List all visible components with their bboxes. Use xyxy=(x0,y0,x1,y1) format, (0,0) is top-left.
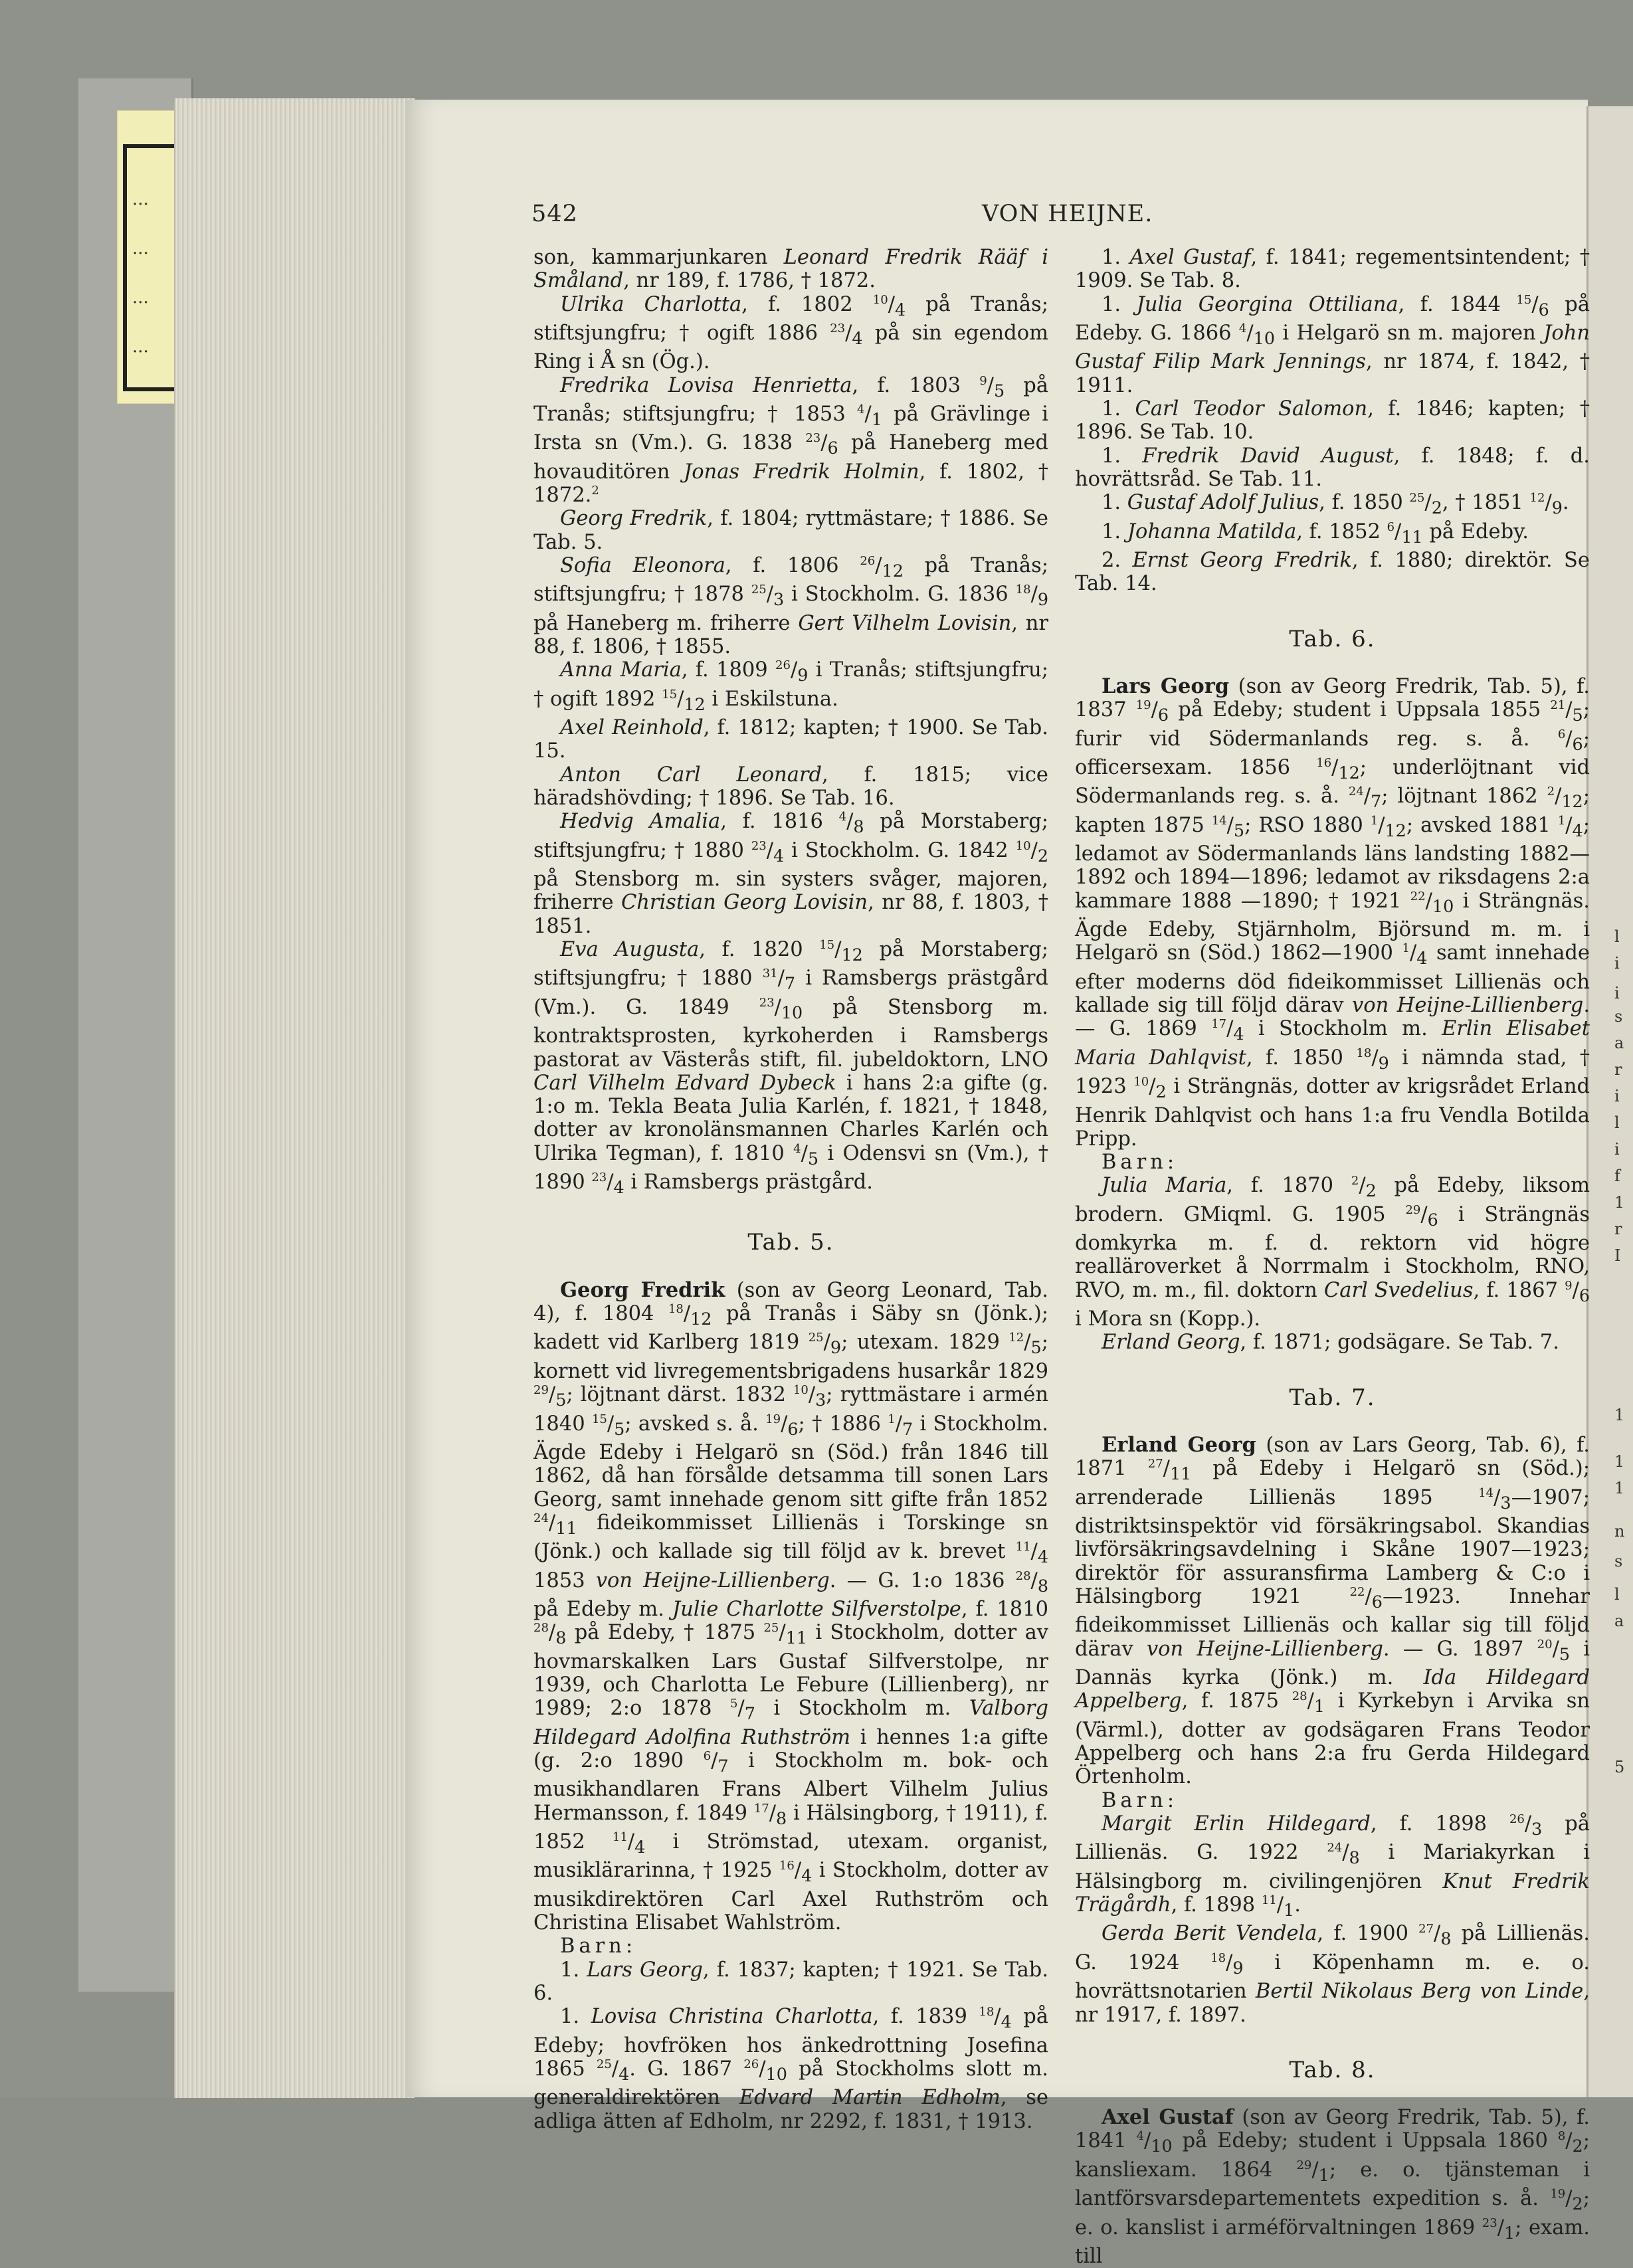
entry-paragraph: 1. Axel Gustaf, f. 1841; regementsintendent; † 1909. Se Tab. 8. xyxy=(1075,246,1590,293)
section-heading: Tab. 8. xyxy=(1289,2056,1376,2083)
children-heading: Barn: xyxy=(1102,1151,1179,1175)
entry-paragraph: Julia Maria, f. 1870 $^2/_2$ på Edeby, liksom brodern. GMiqml. G. 1905 $^{29}/_6$ i Strängnäs domkyrka m. f. d. rektorn vid högre realläroverket å Norrmalm i Stockholm, RNO, RVO, m. m., fil. doktorn Carl Svedelius, f. 1867 $^9/_6$ i Mora sn (Kopp.). xyxy=(1075,1174,1590,1331)
facing-page-letter: 1 xyxy=(1614,1193,1625,1212)
entry-paragraph: Lars Georg (son av Georg Fredrik, Tab. 5), f. 1837 $^{19}/_6$ på Edeby; student i Uppsala 1855 $^{21}/_5$; furir vid Södermanlands reg. s. å. $^6/_6$; officersexam. 1856 $^{16}/_{12}$; underlöjtnant vid Södermanlands reg. s. å. $^{24}/_7$; löjtnant 1862 $^2/_{12}$; kapten 1875 $^{14}/_5$; RSO 1880 $^1/_{12}$; avsked 1881 $^1/_4$; ledamot av Södermanlands läns landsting 1882—1892 och 1894—1896; ledamot av riksdagens 2:a kammare 1888 —1890; † 1921 $^{22}/_{10}$ i Strängnäs. Ägde Edeby, Stjärnholm, Björsund m. m. i Helgarö sn (Söd.) 1862—1900 $^1/_4$ samt innehade efter moderns död fideikommisset Lillienäs och kallade sig till följd därav von Heijne-Lillienberg. — G. 1869 $^{17}/_4$ i Stockholm m. Erlin Elisabet Maria Dahlqvist, f. 1850 $^{18}/_9$ i nämnda stad, † 1923 $^{10}/_2$ i Strängnäs, dotter av krigsrådet Erland Henrik Dahlqvist och hans 1:a fru Vendla Botilda Pripp. xyxy=(1075,674,1590,1151)
entry-paragraph: Georg Fredrik, f. 1804; ryttmästare; † 1886. Se Tab. 5. xyxy=(533,507,1048,554)
facing-page-letter: n xyxy=(1614,1522,1625,1541)
facing-page-letter: i xyxy=(1614,1140,1620,1159)
section-heading: Tab. 7. xyxy=(1289,1384,1376,1411)
library-label-marks: ... ... ... ... xyxy=(132,189,149,357)
entry-paragraph: son, kammarjunkaren Leonard Fredrik Rääf i Småland, nr 189, f. 1786, † 1872. xyxy=(533,246,1049,293)
entry-paragraph: 1. Lars Georg, f. 1837; kapten; † 1921. Se Tab. 6. xyxy=(533,1958,1049,2006)
facing-page-letter: a xyxy=(1614,1034,1624,1052)
entry-paragraph: 1. Fredrik David August, f. 1848; f. d. hovrättsråd. Se Tab. 11. xyxy=(1075,444,1590,491)
entry-paragraph: Georg Fredrik (son av Georg Leonard, Tab. 4), f. 1804 $^{18}/_{12}$ på Tranås i Säby sn (Jönk.); kadett vid Karlberg 1819 $^{25}/_9$; utexam. 1829 $^{12}/_5$; kornett vid livregementsbrigadens husarkår 1829 $^{29}/_5$; löjtnant därst. 1832 $^{10}/_3$; ryttmästare i armén 1840 $^{15}/_5$; avsked s. å. $^{19}/_6$; † 1886 $^1/_7$ i Stockholm. Ägde Edeby i Helgarö sn (Söd.) från 1846 till 1862, då han försålde detsamma till sonen Lars Georg, samt innehade genom sitt gifte från 1852 $^{24}/_{11}$ fideikommisset Lillienäs i Torskinge sn (Jönk.) och kallade sig till följd av k. brevet $^{11}/_4$ 1853 von Heijne-Lillienberg. — G. 1:o 1836 $^{28}/_8$ på Edeby m. Julie Charlotte Silfverstolpe, f. 1810 $^{28}/_8$ på Edeby, † 1875 $^{25}/_{11}$ i Stockholm, dotter av hovmarskalken Lars Gustaf Silfverstolpe, nr 1939, och Charlotta Le Febure (Lillienberg), nr 1989; 2:o 1878 $^5/_7$ i Stockholm m. Valborg Hildegard Adolfina Ruthström i hennes 1:a gifte (g. 2:o 1890 $^6/_7$ i Stockholm m. bok- och musikhandlaren Frans Albert Vilhelm Julius Hermansson, f. 1849 $^{17}/_8$ i Hälsingborg, † 1911), f. 1852 $^{11}/_4$ i Strömstad, utexam. organist, musiklärarinna, † 1925 $^{16}/_4$ i Stockholm, dotter av musikdirektören Carl Axel Ruthström och Christina Elisabet Wahlström. xyxy=(533,1277,1049,1935)
facing-page-letter: r xyxy=(1614,1060,1622,1079)
facing-page-letter: l xyxy=(1614,1585,1620,1604)
entry-paragraph: Sofia Eleonora, f. 1806 $^{26}/_{12}$ på Tranås; stiftsjungfru; † 1878 $^{25}/_3$ i Stockholm. G. 1836 $^{18}/_9$ på Haneberg m. friherre Gert Vilhelm Lovisin, nr 88, f. 1806, † 1855. xyxy=(533,553,1049,659)
facing-page-letter: f xyxy=(1614,1167,1620,1185)
entry-paragraph: Erland Georg, f. 1871; godsägare. Se Tab. 7. xyxy=(1102,1331,1559,1355)
entry-paragraph: Anna Maria, f. 1809 $^{26}/_9$ i Tranås; stiftsjungfru; † ogift 1892 $^{15}/_{12}$ i Eskilstuna. xyxy=(533,658,1048,714)
facing-page-letter: r xyxy=(1614,1220,1622,1238)
entry-paragraph: Anton Carl Leonard, f. 1815; vice häradshövding; † 1896. Se Tab. 16. xyxy=(533,763,1048,810)
children-heading: Barn: xyxy=(1102,1788,1179,1812)
entry-paragraph: 1. Gustaf Adolf Julius, f. 1850 $^{25}/_2$, † 1851 $^{12}/_9$. xyxy=(1102,491,1569,518)
entry-paragraph: Axel Gustaf (son av Georg Fredrik, Tab. 5), f. 1841 $^4/_{10}$ på Edeby; student i Uppsala 1860 $^8/_2$; kansliexam. 1864 $^{29}/_1$; e. o. tjänsteman i lantförsvarsdepartementets expedition s. å. $^{19}/_2$; e. o. kanslist i arméförvaltningen 1869 $^{23}/_1$; exam. till xyxy=(1075,2105,1590,2268)
page-number: 542 xyxy=(531,201,578,227)
facing-page-edge xyxy=(1586,106,1633,2097)
entry-paragraph: Fredrika Lovisa Henrietta, f. 1803 $^9/_5$ på Tranås; stiftsjungfru; † 1853 $^4/_1$ på Grävlinge i Irsta sn (Vm.). G. 1838 $^{23}/_6$ på Haneberg med hovauditören Jonas Fredrik Holmin, f. 1802, † 1872.$^2$ xyxy=(533,373,1049,508)
facing-page-letter: l xyxy=(1614,1113,1620,1132)
facing-page-letter: i xyxy=(1614,984,1620,1002)
entry-paragraph: 1. Carl Teodor Salomon, f. 1846; kapten; † 1896. Se Tab. 10. xyxy=(1075,397,1590,444)
page-stack-edge xyxy=(174,98,415,2098)
library-label-frame xyxy=(123,144,179,391)
entry-paragraph: Ulrika Charlotta, f. 1802 $^{10}/_4$ på Tranås; stiftsjungfru; † ogift 1886 $^{23}/_4$ på sin egendom Ring i Å sn (Ög.). xyxy=(533,292,1048,374)
running-head: VON HEIJNE. xyxy=(982,201,1153,227)
entry-paragraph: Eva Augusta, f. 1820 $^{15}/_{12}$ på Morstaberg; stiftsjungfru; † 1880 $^{31}/_7$ i Ramsbergs prästgård (Vm.). G. 1849 $^{23}/_{10}$ på Stensborg m. kontraktsprosten, kyrkoherden i Ramsbergs pastorat av Västerås stift, fil. jubeldoktorn, LNO Carl Vilhelm Edvard Dybeck i hans 2:a gifte (g. 1:o m. Tekla Beata Julia Karlén, f. 1821, † 1848, dotter av kronolänsmannen Charles Karlén och Ulrika Tegman), f. 1810 $^4/_5$ i Odensvi sn (Vm.), † 1890 $^{23}/_4$ i Ramsbergs prästgård. xyxy=(533,937,1049,1198)
entry-paragraph: 2. Ernst Georg Fredrik, f. 1880; direktör. Se Tab. 14. xyxy=(1075,548,1590,596)
entry-paragraph: 1. Lovisa Christina Charlotta, f. 1839 $^{18}/_4$ på Edeby; hovfröken hos änkedrottning Josefina 1865 $^{25}/_4$. G. 1867 $^{26}/_{10}$ på Stockholms slott m. generaldirektören Edvard Martin Edholm, se adliga ätten af Edholm, nr 2292, f. 1831, † 1913. xyxy=(533,2005,1049,2133)
facing-page-letter: s xyxy=(1614,1007,1623,1026)
entry-paragraph: Gerda Berit Vendela, f. 1900 $^{27}/_8$ på Lillienäs. G. 1924 $^{18}/_9$ i Köpenhamn m. e. o. hovrättsnotarien Bertil Nikolaus Berg von Linde, nr 1917, f. 1897. xyxy=(1075,1922,1590,2027)
entry-paragraph: 1. Julia Georgina Ottiliana, f. 1844 $^{15}/_6$ på Edeby. G. 1866 $^4/_{10}$ i Helgarö sn m. majoren John Gustaf Filip Mark Jennings, nr 1874, f. 1842, † 1911. xyxy=(1075,292,1590,397)
facing-page-letter: I xyxy=(1614,1246,1621,1265)
entry-paragraph: Erland Georg (son av Lars Georg, Tab. 6), f. 1871 $^{27}/_{11}$ på Edeby i Helgarö sn (Söd.); arrenderade Lillienäs 1895 $^{14}/_3—1907$; distriktsinspektör vid försäkringsabol. Skandias livförsäkringsavdelning i Skåne 1907—1923; direktör för assuransfirma Lamberg & C:o i Hälsingborg 1921 $^{22}/_6—1923$. Innehar fideikommisset Lillienäs och kallar sig till följd därav von Heijne-Lillienberg. — G. 1897 $^{20}/_5$ i Dannäs kyrka (Jönk.) m. Ida Hildegard Appelberg, f. 1875 $^{28}/_1$ i Kyrkebyn i Arvika sn (Värml.), dotter av godsägaren Frans Teodor Appelberg och hans 2:a fru Gerda Hildegard Örtenholm. xyxy=(1075,1433,1590,1789)
facing-page-letter: i xyxy=(1614,1087,1620,1105)
facing-page-letter: 1 xyxy=(1614,1406,1625,1424)
facing-page-letter: 1 xyxy=(1614,1479,1625,1497)
entry-paragraph: 1. Johanna Matilda, f. 1852 $^6/_{11}$ på Edeby. xyxy=(1102,520,1529,547)
facing-page-letter: a xyxy=(1614,1612,1624,1630)
facing-page-letter: s xyxy=(1614,1552,1623,1570)
facing-page-letter: 5 xyxy=(1614,1758,1625,1776)
entry-paragraph: Axel Reinhold, f. 1812; kapten; † 1900. Se Tab. 15. xyxy=(533,716,1048,763)
facing-page-letter: i xyxy=(1614,954,1620,973)
facing-page-letter: l xyxy=(1614,927,1620,946)
children-heading: Barn: xyxy=(560,1935,637,1958)
facing-page-letter: 1 xyxy=(1614,1452,1625,1471)
left-column xyxy=(533,246,1048,2133)
section-heading: Tab. 5. xyxy=(747,1229,834,1256)
entry-paragraph: Margit Erlin Hildegard, f. 1898 $^{26}/_3$ på Lillienäs. G. 1922 $^{24}/_8$ i Mariakyrkan i Hälsingborg m. civilingenjören Knut Fredrik Trägårdh, f. 1898 $^{11}/_1$. xyxy=(1075,1812,1590,1921)
entry-paragraph: Hedvig Amalia, f. 1816 $^4/_8$ på Morstaberg; stiftsjungfru; † 1880 $^{23}/_4$ i Stockholm. G. 1842 $^{10}/_2$ på Stensborg m. sin systers svåger, majoren, friherre Christian Georg Lovisin, nr 88, f. 1803, † 1851. xyxy=(533,810,1049,938)
right-column xyxy=(1075,246,1590,2268)
section-heading: Tab. 6. xyxy=(1289,625,1376,652)
